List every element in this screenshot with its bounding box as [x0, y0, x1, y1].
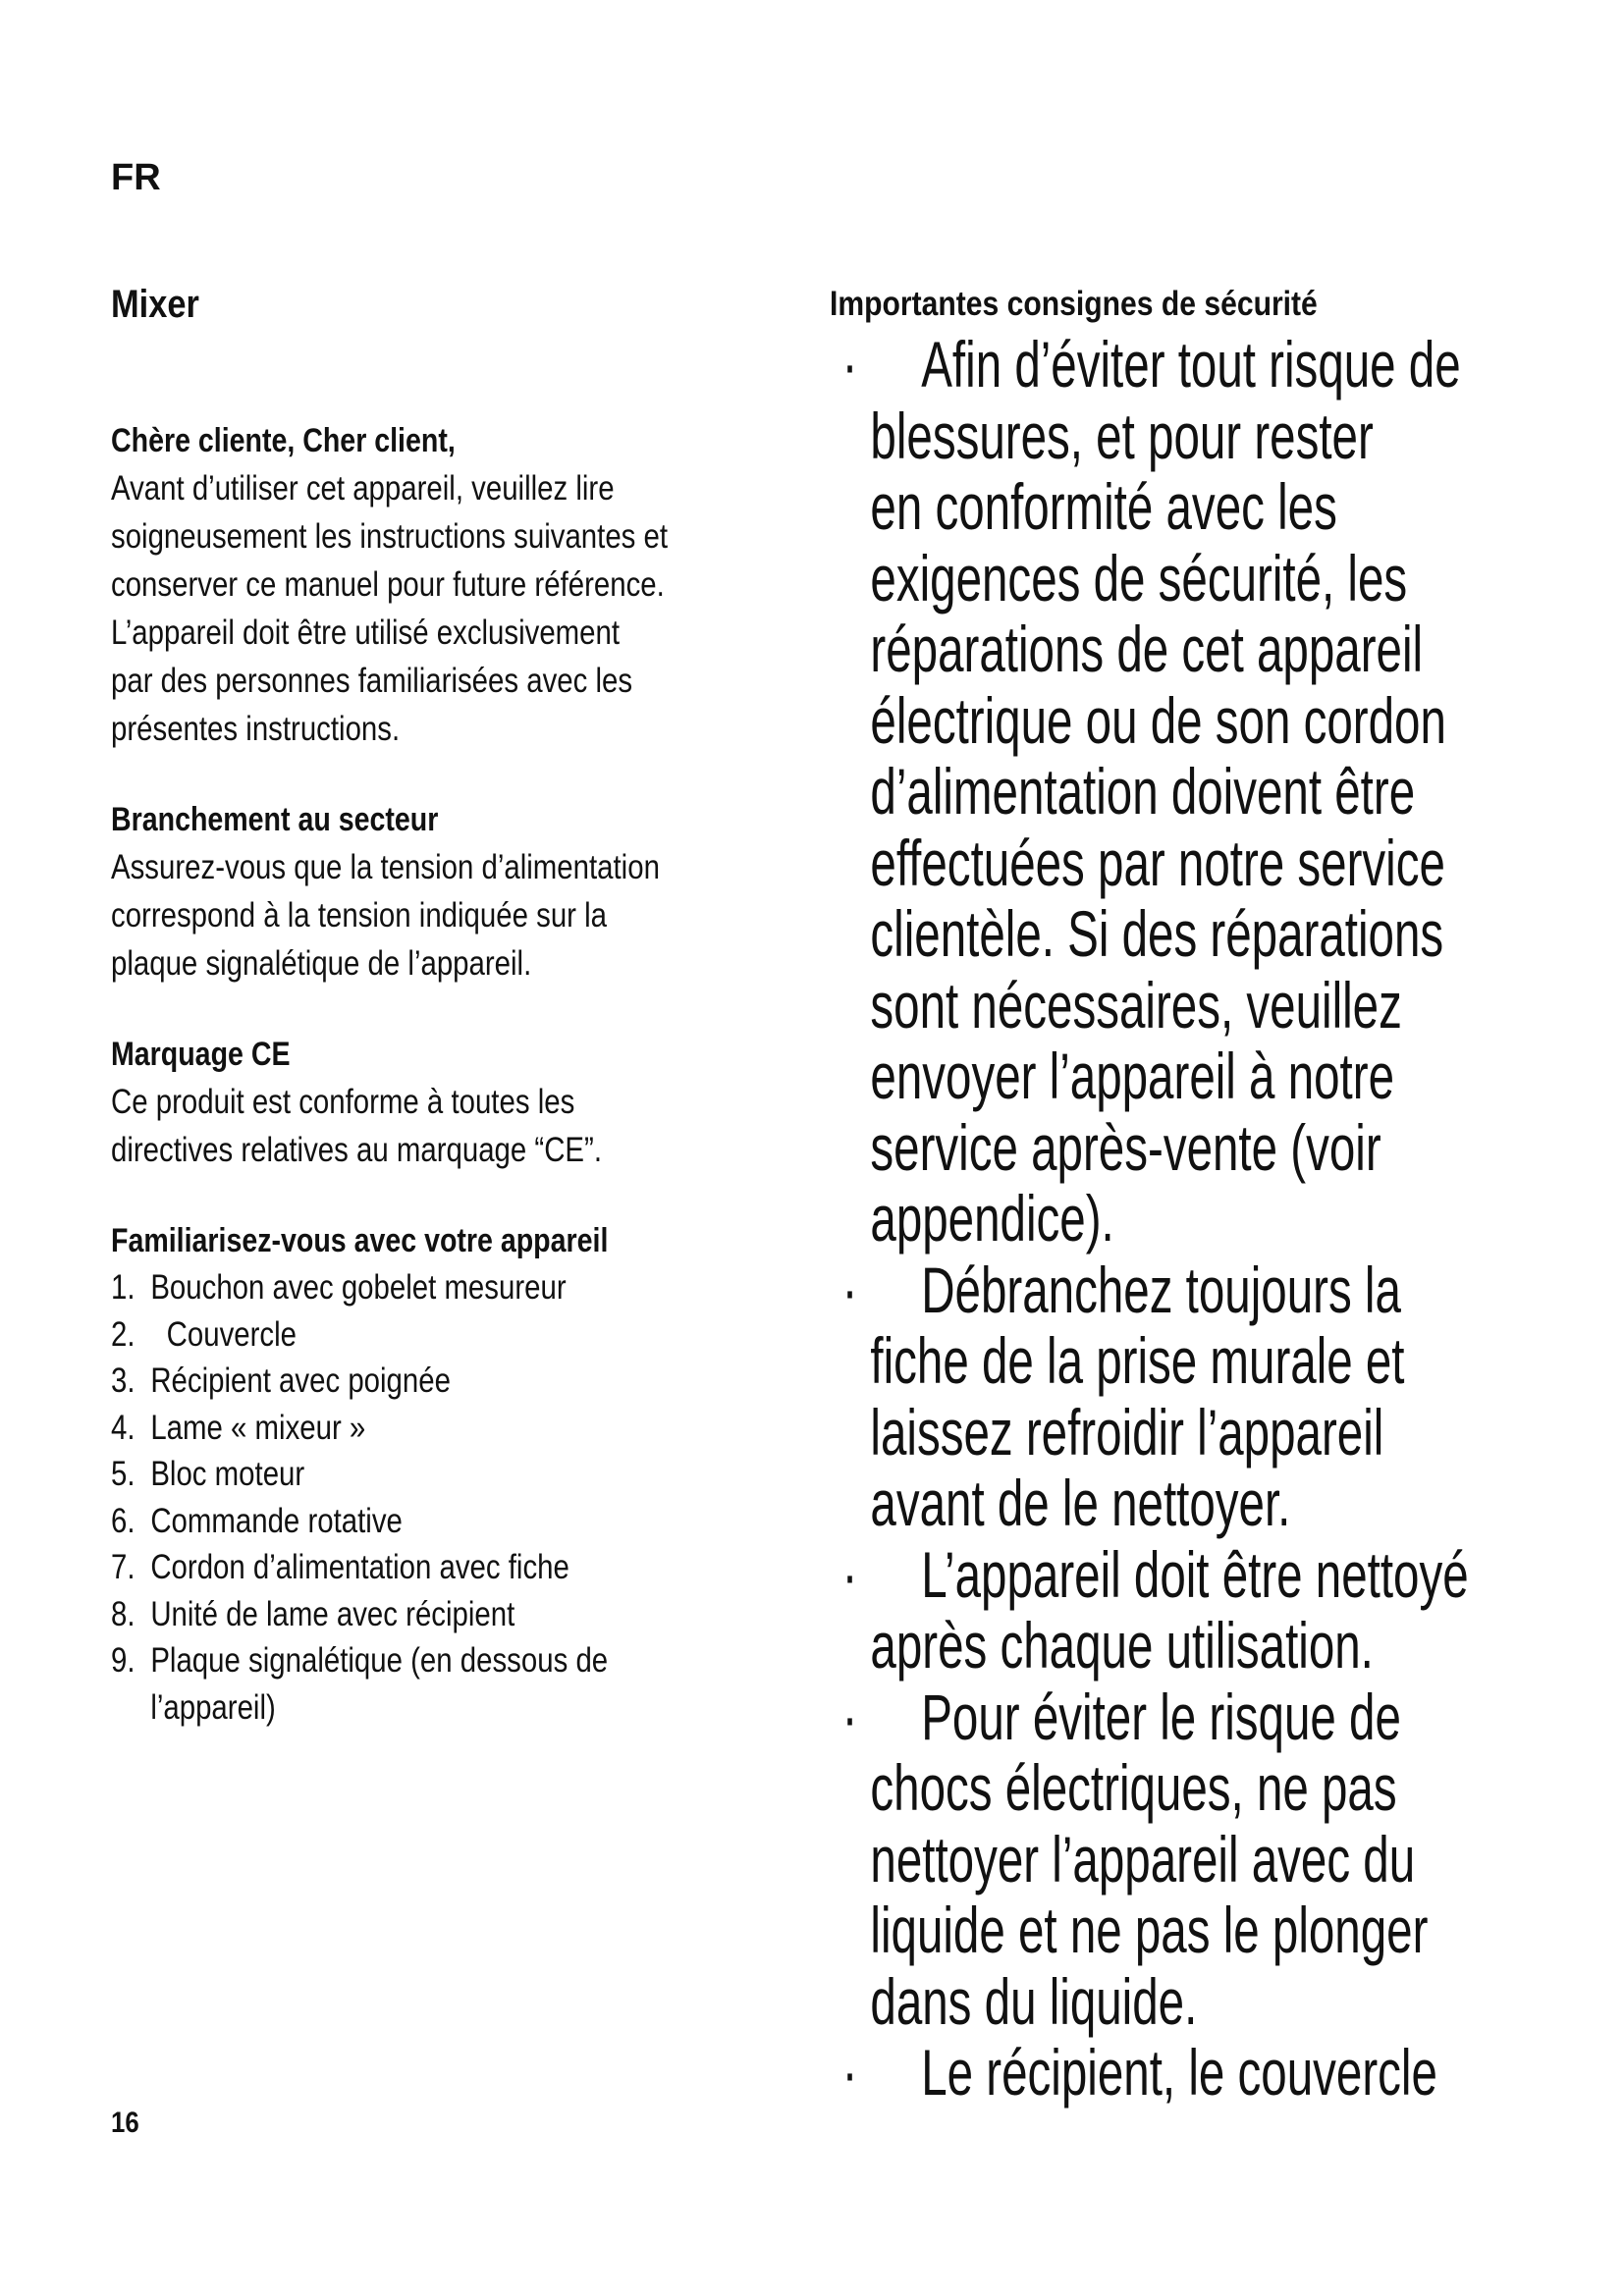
bullet-line: L’appareil doit être nettoyé [921, 1537, 1469, 1611]
section-body: Assurez-vous que la tension d’alimentation correspond à la tension indiquée sur la plaque signalétique de l’appareil. [111, 848, 660, 983]
bullet-line: fiche de la prise murale et [870, 1324, 1405, 1397]
list-item [111, 1451, 857, 1498]
bullet-dot-icon: · [841, 1680, 858, 1753]
item-text: Commande rotative [150, 1501, 403, 1540]
bullet-line: Afin d’éviter tout risque de [921, 328, 1461, 400]
bullet-line: Pour éviter le risque de [921, 1680, 1401, 1753]
list-item [111, 1358, 857, 1405]
bullet-line: blessures, et pour rester [870, 399, 1374, 472]
bullet-line: réparations de cet appareil [870, 613, 1424, 685]
item-number: 7. [111, 1548, 135, 1586]
right-column [841, 328, 1563, 2109]
list-item [111, 1264, 857, 1311]
list-item [111, 1405, 857, 1452]
section-heading: Familiarisez-vous avec votre appareil [111, 1222, 609, 1259]
item-text: Couvercle [150, 1314, 298, 1354]
safety-bullet [841, 1680, 1563, 2038]
item-number: 8. [111, 1594, 135, 1633]
bullet-line: Le récipient, le couvercle [921, 2036, 1437, 2109]
bullet-line: dans du liquide. [870, 1964, 1198, 2038]
item-number: 2. [111, 1314, 135, 1354]
section-body: Ce produit est conforme à toutes les directives relatives au marquage “CE”. [111, 1083, 603, 1169]
bullet-line: laissez refroidir l’appareil [870, 1395, 1384, 1468]
bullet-line: Débranchez toujours la [921, 1253, 1401, 1326]
left-column [111, 417, 857, 1774]
page-number: 16 [111, 2107, 139, 2139]
item-text: Plaque signalétique (en dessous de l’appareil) [150, 1641, 609, 1727]
bullet-line: avant de le nettoyer. [870, 1467, 1291, 1539]
safety-bullet [841, 1253, 1563, 1539]
item-text: Unité de lame avec récipient [150, 1594, 515, 1633]
safety-heading: Importantes consignes de sécurité [830, 285, 1318, 323]
language-code: FR [111, 157, 161, 198]
item-text: Récipient avec poignée [150, 1362, 451, 1400]
section-heading: Marquage CE [111, 1036, 291, 1073]
item-number: 9. [111, 1641, 135, 1680]
section-parts [111, 1217, 857, 1731]
bullet-dot-icon: · [841, 2036, 858, 2109]
item-text: Lame « mixeur » [150, 1408, 366, 1447]
section-body: Avant d’utiliser cet appareil, veuillez lire soigneusement les instructions suivantes et conserver ce manuel pour future référence. L’appareil doit être utilisé exclusivement par des personnes familiarisées avec les présentes instructions. [111, 469, 669, 748]
item-text: Bouchon avec gobelet mesureur [150, 1268, 567, 1307]
bullet-line: électrique ou de son cordon [870, 683, 1446, 757]
safety-bullet [841, 1537, 1563, 1682]
bullet-dot-icon: · [841, 328, 858, 400]
section-ce [111, 1031, 857, 1174]
bullet-line: appendice). [870, 1182, 1114, 1255]
bullet-line: chocs électriques, ne pas [870, 1751, 1397, 1824]
item-number: 1. [111, 1268, 135, 1307]
bullet-line: exigences de sécurité, les [870, 541, 1408, 614]
list-item [111, 1311, 857, 1359]
item-number: 6. [111, 1501, 135, 1540]
product-title: Mixer [111, 283, 199, 326]
bullet-line: liquide et ne pas le plonger [870, 1894, 1429, 1966]
section-mains [111, 796, 857, 988]
item-text: Cordon d’alimentation avec fiche [150, 1548, 569, 1586]
item-number: 5. [111, 1455, 135, 1493]
item-number: 3. [111, 1362, 135, 1400]
section-heading: Branchement au secteur [111, 801, 439, 838]
bullet-line: nettoyer l’appareil avec du [870, 1822, 1416, 1896]
bullet-line: effectuées par notre service [870, 826, 1445, 899]
bullet-line: sont nécessaires, veuillez [870, 968, 1402, 1041]
safety-bullets [841, 328, 1563, 2109]
safety-bullet [841, 328, 1563, 1255]
bullet-line: service après-vente (voir [870, 1110, 1381, 1184]
list-item [111, 1637, 857, 1731]
list-item [111, 1544, 857, 1591]
bullet-dot-icon: · [841, 1253, 858, 1326]
bullet-line: clientèle. Si des réparations [870, 897, 1444, 970]
bullet-line: envoyer l’appareil à notre [870, 1040, 1395, 1112]
section-greeting [111, 417, 857, 753]
bullet-line: après chaque utilisation. [870, 1609, 1374, 1682]
parts-list [111, 1264, 857, 1731]
list-item [111, 1591, 857, 1638]
safety-bullet [841, 2036, 1563, 2109]
item-number: 4. [111, 1408, 135, 1447]
list-item [111, 1498, 857, 1545]
bullet-dot-icon: · [841, 1537, 858, 1611]
bullet-line: d’alimentation doivent être [870, 755, 1416, 828]
section-heading: Chère cliente, Cher client, [111, 422, 456, 459]
item-text: Bloc moteur [150, 1455, 305, 1493]
bullet-line: en conformité avec les [870, 470, 1337, 543]
